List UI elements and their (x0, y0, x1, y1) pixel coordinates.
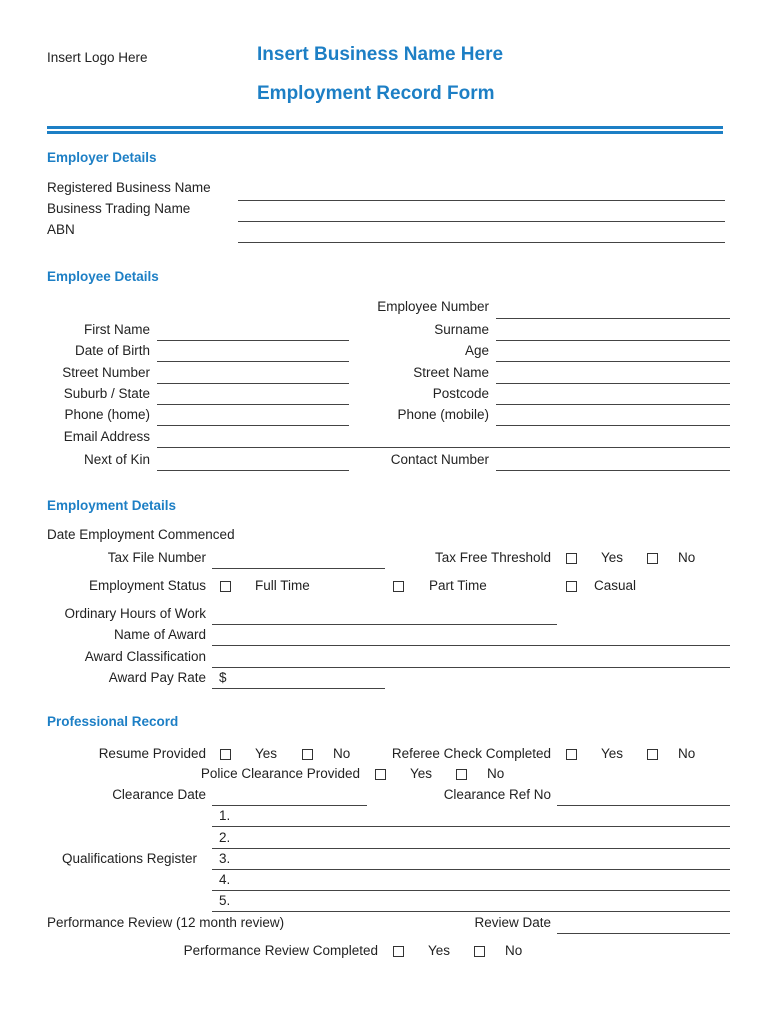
police-yes-label: Yes (410, 766, 433, 781)
full-time-checkbox[interactable] (220, 581, 231, 592)
resume-yes-checkbox[interactable] (220, 749, 231, 760)
resume-yes-label: Yes (255, 746, 278, 761)
abn-field[interactable] (238, 242, 725, 243)
resume-no-checkbox[interactable] (302, 749, 313, 760)
trading-name-field[interactable] (238, 221, 725, 222)
referee-no-checkbox[interactable] (647, 749, 658, 760)
casual-label: Casual (594, 578, 637, 593)
tax-file-number-label: Tax File Number (107, 550, 206, 565)
resume-no-label: No (333, 746, 351, 761)
street-name-label: Street Name (413, 365, 489, 380)
street-name-field[interactable] (496, 383, 730, 384)
header-divider-top (47, 126, 723, 129)
police-no-label: No (487, 766, 505, 781)
dob-field[interactable] (157, 361, 349, 362)
dob-label: Date of Birth (74, 343, 150, 358)
contact-number-field[interactable] (496, 470, 730, 471)
referee-no-label: No (678, 746, 696, 761)
employer-details-heading: Employer Details (47, 150, 157, 165)
qualification-number-5: 5. (219, 893, 231, 908)
logo-placeholder: Insert Logo Here (47, 50, 148, 65)
police-clearance-label: Police Clearance Provided (200, 766, 360, 781)
employee-number-field[interactable] (496, 318, 730, 319)
award-name-field[interactable] (212, 645, 730, 646)
ordinary-hours-label: Ordinary Hours of Work (64, 606, 206, 621)
qualification-number-2: 2. (219, 830, 231, 845)
qualification-number-4: 4. (219, 872, 231, 887)
review-no-label: No (505, 943, 523, 958)
tax-free-yes-label: Yes (601, 550, 624, 565)
casual-checkbox[interactable] (566, 581, 577, 592)
review-no-checkbox[interactable] (474, 946, 485, 957)
award-name-label: Name of Award (113, 627, 206, 642)
award-pay-rate-field[interactable] (212, 688, 385, 689)
qualification-field-5[interactable] (212, 911, 730, 912)
phone-home-field[interactable] (157, 425, 349, 426)
postcode-field[interactable] (496, 404, 730, 405)
review-yes-label: Yes (428, 943, 451, 958)
email-label: Email Address (63, 429, 150, 444)
employee-details-heading: Employee Details (47, 269, 159, 284)
qualification-field-3[interactable] (212, 869, 730, 870)
first-name-label: First Name (83, 322, 150, 337)
street-number-field[interactable] (157, 383, 349, 384)
ordinary-hours-field[interactable] (212, 624, 557, 625)
phone-mobile-label: Phone (mobile) (397, 407, 489, 422)
qualification-number-1: 1. (219, 808, 231, 823)
qualification-number-3: 3. (219, 851, 231, 866)
award-classification-label: Award Classification (84, 649, 206, 664)
referee-yes-checkbox[interactable] (566, 749, 577, 760)
clearance-date-field[interactable] (212, 805, 367, 806)
registered-business-name-field[interactable] (238, 200, 725, 201)
review-date-label: Review Date (474, 915, 551, 930)
currency-symbol: $ (219, 670, 227, 685)
street-number-label: Street Number (62, 365, 150, 380)
review-yes-checkbox[interactable] (393, 946, 404, 957)
header-divider-bottom (47, 131, 723, 134)
clearance-ref-field[interactable] (557, 805, 730, 806)
police-yes-checkbox[interactable] (375, 769, 386, 780)
police-no-checkbox[interactable] (456, 769, 467, 780)
part-time-label: Part Time (429, 578, 487, 593)
tax-free-no-checkbox[interactable] (647, 553, 658, 564)
registered-business-name-label: Registered Business Name (47, 180, 211, 195)
qualification-field-2[interactable] (212, 848, 730, 849)
award-classification-field[interactable] (212, 667, 730, 668)
award-pay-rate-label: Award Pay Rate (108, 670, 206, 685)
qualifications-register-label: Qualifications Register (61, 851, 197, 866)
phone-home-label: Phone (home) (64, 407, 150, 422)
part-time-checkbox[interactable] (393, 581, 404, 592)
qualification-field-4[interactable] (212, 890, 730, 891)
phone-mobile-field[interactable] (496, 425, 730, 426)
referee-yes-label: Yes (601, 746, 624, 761)
qualification-field-1[interactable] (212, 826, 730, 827)
tax-file-number-field[interactable] (212, 568, 385, 569)
professional-record-heading: Professional Record (47, 714, 179, 729)
form-title: Employment Record Form (257, 83, 495, 104)
employee-number-label: Employee Number (377, 299, 489, 314)
employment-details-heading: Employment Details (47, 498, 177, 513)
suburb-state-label: Suburb / State (63, 386, 150, 401)
tax-free-no-label: No (678, 550, 696, 565)
email-field[interactable] (157, 447, 730, 448)
business-name: Insert Business Name Here (257, 44, 504, 65)
suburb-state-field[interactable] (157, 404, 349, 405)
age-field[interactable] (496, 361, 730, 362)
tax-free-yes-checkbox[interactable] (566, 553, 577, 564)
postcode-label: Postcode (432, 386, 489, 401)
referee-check-label: Referee Check Completed (391, 746, 551, 761)
performance-review-label: Performance Review (12 month review) (47, 915, 285, 930)
next-of-kin-field[interactable] (157, 470, 349, 471)
full-time-label: Full Time (255, 578, 310, 593)
trading-name-label: Business Trading Name (47, 201, 191, 216)
first-name-field[interactable] (157, 340, 349, 341)
review-completed-label: Performance Review Completed (183, 943, 378, 958)
clearance-ref-label: Clearance Ref No (443, 787, 551, 802)
date-commenced-label: Date Employment Commenced (47, 527, 235, 542)
surname-label: Surname (434, 322, 489, 337)
abn-label: ABN (47, 222, 75, 237)
review-date-field[interactable] (557, 933, 730, 934)
clearance-date-label: Clearance Date (112, 787, 206, 802)
resume-provided-label: Resume Provided (98, 746, 206, 761)
contact-number-label: Contact Number (390, 452, 489, 467)
employment-status-label: Employment Status (88, 578, 206, 593)
surname-field[interactable] (496, 340, 730, 341)
age-label: Age (464, 343, 489, 358)
tax-free-threshold-label: Tax Free Threshold (434, 550, 551, 565)
next-of-kin-label: Next of Kin (83, 452, 150, 467)
